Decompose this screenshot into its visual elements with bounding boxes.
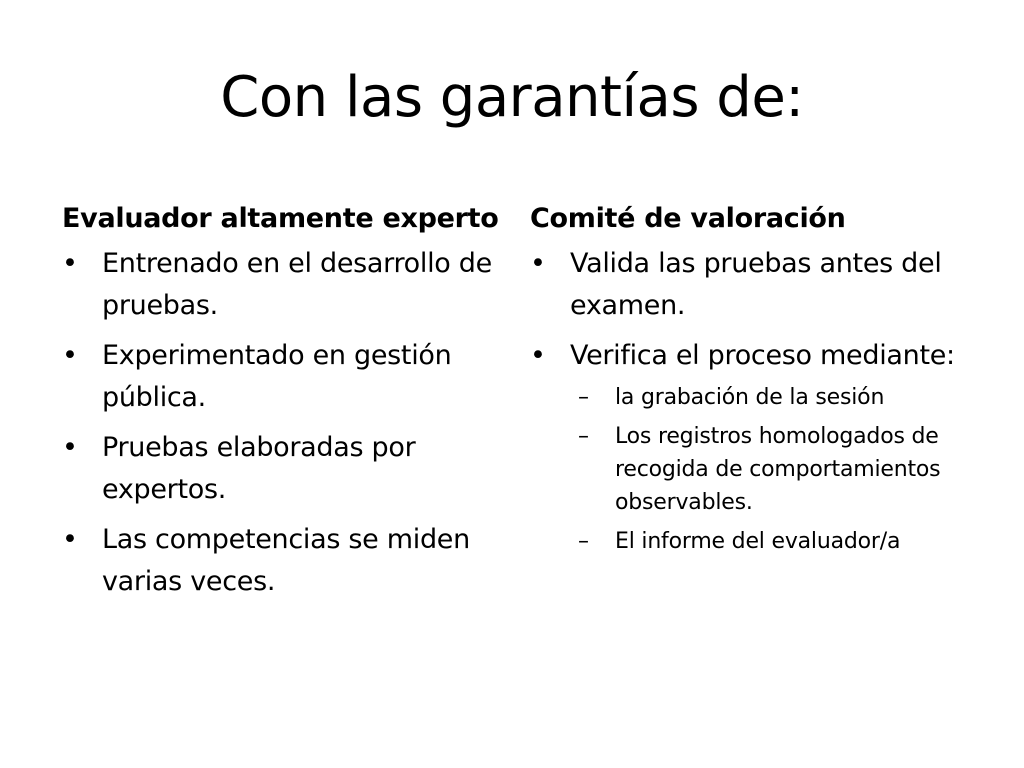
bullet-icon: • — [62, 432, 78, 463]
sub-list-item-text: El informe del evaluador/a — [615, 529, 901, 554]
list-item — [62, 335, 502, 419]
bullet-icon: • — [62, 524, 78, 555]
dash-icon: – — [578, 529, 589, 554]
bullet-icon: • — [62, 340, 78, 371]
sub-list-item-text: Los registros homologados de recogida de comportamientos observables. — [615, 424, 941, 515]
list-item — [62, 427, 502, 511]
dash-icon: – — [578, 385, 589, 410]
left-bullet-list — [62, 243, 502, 603]
slide-title: Con las garantías de: — [220, 65, 804, 130]
bullet-icon: • — [62, 248, 78, 279]
bullet-icon: • — [530, 248, 546, 279]
list-item-text: Valida las pruebas antes del examen. — [570, 248, 942, 321]
list-item-text: Pruebas elaboradas por expertos. — [102, 432, 416, 505]
list-item — [530, 243, 970, 327]
right-column — [530, 197, 970, 566]
list-item — [62, 243, 502, 327]
sub-bullet-list — [570, 381, 970, 558]
list-item-text: Entrenado en el desarrollo de pruebas. — [102, 248, 492, 321]
right-bullet-list — [530, 243, 970, 558]
sub-list-item — [570, 381, 970, 414]
left-column — [62, 197, 502, 611]
list-item — [530, 335, 970, 558]
bullet-icon: • — [530, 340, 546, 371]
sub-list-item-text: la grabación de la sesión — [615, 385, 885, 410]
list-item-text: Las competencias se miden varias veces. — [102, 524, 470, 597]
sub-list-item — [570, 525, 970, 558]
dash-icon: – — [578, 424, 589, 449]
sub-list-item — [570, 420, 970, 519]
left-column-heading: Evaluador altamente experto — [62, 203, 499, 234]
list-item-text: Verifica el proceso mediante: — [570, 340, 955, 371]
right-column-heading: Comité de valoración — [530, 203, 846, 234]
list-item — [62, 519, 502, 603]
list-item-text: Experimentado en gestión pública. — [102, 340, 452, 413]
